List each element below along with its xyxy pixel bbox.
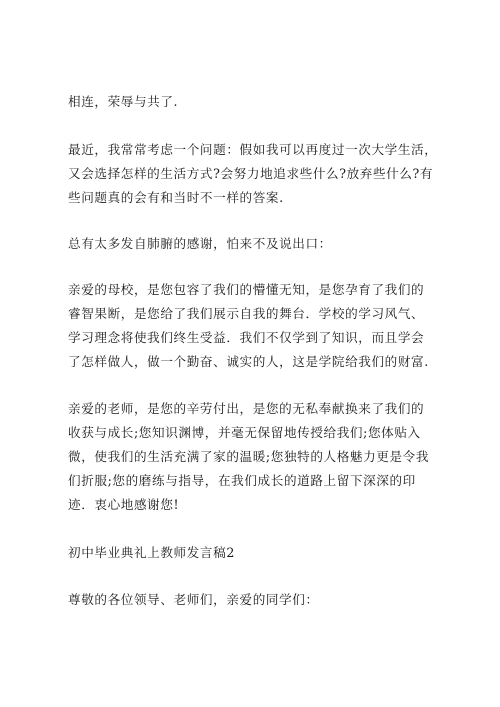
text-line: 亲爱的母校，是您包容了我们的懵懂无知，是您孕育了我们的: [68, 282, 425, 297]
text-line: 亲爱的老师，是您的辛劳付出，是您的无私奉献换来了我们的: [68, 401, 425, 416]
text-line: 尊敬的各位领导、老师们，亲爱的同学们：: [68, 592, 319, 607]
text-line: 总有太多发自肺腑的感谢，怕来不及说出口：: [68, 236, 332, 251]
paragraph-alma-mater: [68, 278, 438, 374]
paragraph-reflection: [68, 138, 438, 210]
text-line: 们折服;您的磨练与指导，在我们成长的道路上留下深深的印: [68, 473, 416, 488]
text-line: 学习理念将使我们终生受益．我们不仅学到了知识，而且学会: [68, 330, 425, 345]
text-line: 睿智果断，是您给了我们展示自我的舞台．学校的学习风气、: [68, 306, 425, 321]
paragraph-gratitude-intro: [68, 232, 438, 256]
text-line: 些问题真的会有和当时不一样的答案.: [68, 190, 284, 205]
text-line: 收获与成长;您知识渊博，并毫无保留地传授给我们;您体贴入: [68, 425, 421, 440]
text-line: 迹．衷心地感谢您!: [68, 497, 180, 512]
text-line: 最近，我常常考虑一个问题：假如我可以再度过一次大学生活，: [68, 142, 438, 157]
text-line: 初中毕业典礼上教师发言稿2: [68, 545, 235, 560]
text-line: 微，使我们的生活充满了家的温暖;您独特的人格魅力更是令我: [68, 449, 430, 464]
paragraph-teachers: [68, 397, 438, 517]
text-line: 了怎样做人，做一个勤奋、诚实的人，这是学院给我们的财富.: [68, 354, 429, 369]
paragraph-salutation: [68, 588, 438, 612]
paragraph-closing-line: [68, 90, 438, 114]
section-heading: [68, 541, 438, 565]
text-line: 相连，荣辱与共了.: [68, 94, 179, 109]
text-line: 又会选择怎样的生活方式?会努力地追求些什么?放弃些什么?有: [68, 166, 434, 181]
